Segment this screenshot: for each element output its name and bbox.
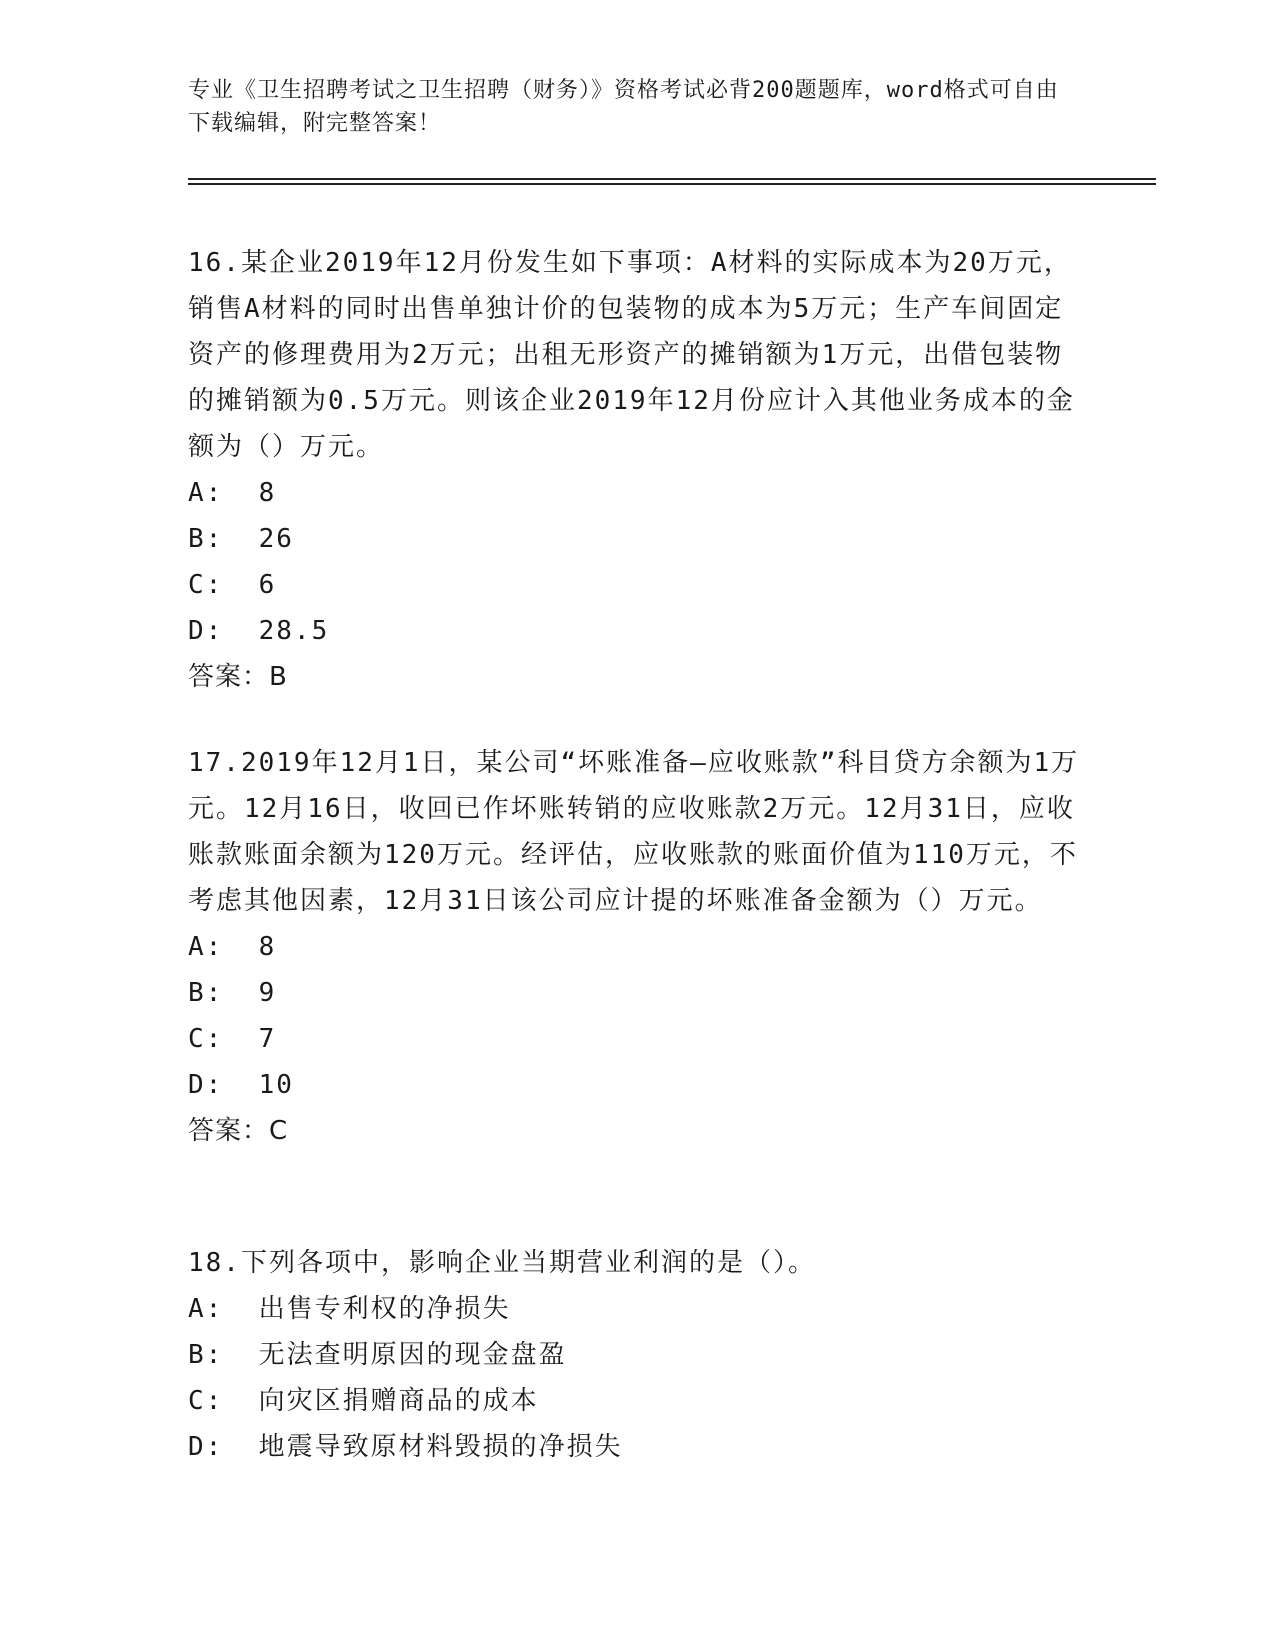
option-c: C: 向灾区捐赠商品的成本 [188,1386,539,1416]
question-stem: 18.下列各项中，影响企业当期营业利润的是（）。 [188,1248,816,1278]
option-c: C: 7 [188,1024,277,1054]
option-a: A: 8 [188,478,277,508]
option-b: B: 26 [188,524,294,554]
question-16 [188,240,1088,700]
option-c: C: 6 [188,570,277,600]
option-d: D: 28.5 [188,616,330,646]
option-d: D: 地震导致原材料毁损的净损失 [188,1432,623,1462]
question-stem: 16.某企业2019年12月份发生如下事项：A材料的实际成本为20万元，销售A材料的同时出售单独计价的包装物的成本为5万元；生产车间固定资产的修理费用为2万元；出租无形资产的摊销额为1万元，出借包装物的摊销额为0.5万元。则该企业2019年12月份应计入其他业务成本的金额为（）万元。 [188,248,1075,462]
answer-line: 答案：C [188,1116,289,1146]
option-b: B: 9 [188,978,277,1008]
question-17 [188,740,1088,1154]
option-a: A: 出售专利权的净损失 [188,1294,511,1324]
question-18 [188,1240,1088,1470]
document-header: 专业《卫生招聘考试之卫生招聘（财务）》资格考试必背200题题库，word格式可自由下载编辑，附完整答案！ [188,78,1059,136]
option-b: B: 无法查明原因的现金盘盈 [188,1340,567,1370]
question-stem: 17.2019年12月1日，某公司“坏账准备—应收账款”科目贷方余额为1万元。12月16日，收回已作坏账转销的应收账款2万元。12月31日，应收账款账面余额为120万元。经评估，应收账款的账面价值为110万元，不考虑其他因素，12月31日该公司应计提的坏账准备金额为（）万元。 [188,748,1080,916]
option-d: D: 10 [188,1070,294,1100]
header-divider-secondary [188,183,1156,185]
answer-line: 答案：B [188,662,288,692]
header-divider [188,178,1156,180]
option-a: A: 8 [188,932,277,962]
